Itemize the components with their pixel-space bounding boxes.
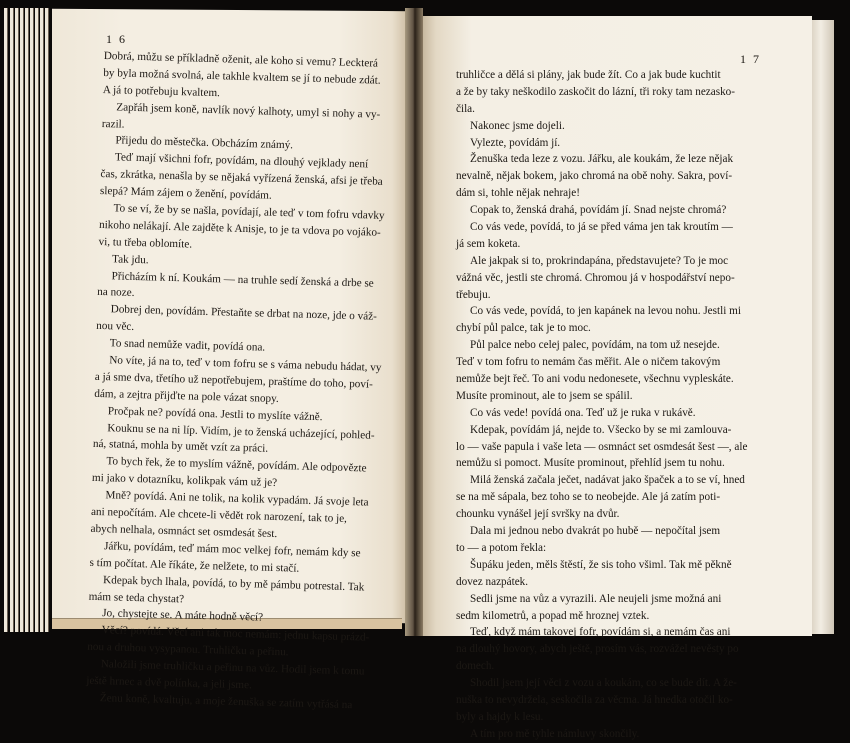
text-line: Zapřáh jsem koně, navlík nový kalhoty, umyl si nohy a vy- [116, 101, 381, 121]
text-line: domech. [456, 660, 495, 673]
right-page-text [456, 67, 772, 743]
text-line: Přijedu do městečka. Obcházím známý. [115, 134, 294, 152]
text-line: nevalně, nějak bokem, jako chromá na obě nohy. Sakra, poví- [456, 170, 733, 183]
text-line: nemůžu si pomoct. Musíte prominout, přehlíd jsem tu nohu. [456, 457, 725, 470]
text-line: ná, statná, mohla by umět vzít za práci. [92, 438, 269, 456]
text-line: razil. [101, 117, 125, 131]
right-page-number: 1 7 [740, 52, 761, 66]
right-page-edges [812, 20, 834, 634]
text-line: Dala mi jednou nebo dvakrát po hubě — nepočítal jsem [470, 525, 721, 538]
text-line: ani nepočítám. Ale chcete-li vědět rok narození, tak to je, [90, 505, 348, 526]
text-line: abych nelhala, osmnáct set osmdesát šest. [90, 522, 278, 540]
text-line: slepá? Mám zájem o ženění, povídám. [99, 185, 272, 202]
text-line: se na mě sápala, bez toho se to neobejde. Ale já zatím poti- [456, 491, 721, 504]
text-line: Milá ženská začala ječet, nadávat jako špaček a to se ví, hned [470, 474, 745, 487]
text-line: chounku vynášel její svršky na dvůr. [456, 508, 620, 521]
text-line: by byla možná svolná, ale takhle kvaltem se jí to nebude zdát. [103, 66, 381, 87]
text-line: na dlouhý hovory, abych ještě, prosím vás, rozvážel nevěsty po [456, 643, 739, 656]
text-line: mám se teda chystat? [88, 590, 185, 605]
text-line: nou věc. [96, 320, 135, 334]
text-line: Sedli jsme na vůz a vyrazili. Ale neujeli jsme možná ani [470, 592, 722, 605]
text-line: nou a druhou vysypanou. Truhličku a peřinu. [87, 640, 289, 659]
text-line: Dobrej den, povídám. Přestaňte se drbat na noze, jde o váž- [110, 303, 377, 324]
text-line: lo — vaše papula i vaše leta — osmnáct set osmdesát šest —, ale [456, 440, 748, 453]
text-line: Pročpak ne? povídá ona. Jestli to myslíte vážně. [107, 404, 323, 423]
text-line: Půl palce nebo celej palec, povídám, na tom už nesejde. [470, 339, 720, 352]
text-line: Nakonec jsme dojeli. [470, 119, 565, 132]
text-line: Teď, když mám takovej fofr, povídám si, a nemám čas ani [470, 626, 731, 639]
text-line: nuška to nevydržela, seskočila za věcma. Já hnedka otočil ko- [456, 693, 733, 706]
text-line: Vylezte, povídám jí. [470, 136, 561, 149]
text-line: s tím počítat. Ale říkáte, že nelžete, to mi stačí. [89, 556, 300, 575]
text-line: to — a potom řekla: [456, 541, 547, 554]
left-page-number: 1 6 [106, 32, 127, 46]
text-line: a já sme dva, třetího už nepotřebujem, praštíme do toho, poví- [94, 370, 373, 391]
text-line: Přicházím k ní. Koukám — na truhle sedí ženská a drbe se [111, 269, 374, 290]
text-line: Co vás vede, povídá, to jen kapánek na levou nohu. Jestli mi [470, 305, 741, 318]
text-line: nemůže bejt řeč. To ani vodu nedonesete, všechnu vypleskáte. [456, 373, 734, 386]
text-line: čila. [456, 102, 475, 115]
text-line: Shodil jsem její věci z vozu a koukám, co se bude dít. A že- [470, 677, 737, 690]
text-line: To snad nemůže vadit, povídá ona. [109, 337, 266, 354]
text-line: No víte, já na to, teď v tom fofru se s váma nebudu hádat, vy [109, 354, 382, 374]
text-line: Jo, chystejte se. A máte hodně věcí? [102, 607, 264, 625]
text-line: Co vás vede, povídá, to já se před váma jen tak kroutím — [470, 221, 733, 234]
text-line: To se ví, že by se našla, povídají, ale teď v tom fofru vdavky [113, 202, 385, 222]
text-line: čas, zkrátka, nenašla by se nějaká vyřízená ženská, afsi je třeba [100, 168, 383, 189]
text-line: Ale jakpak si to, prokrindapána, představujete? To je moc [470, 254, 729, 267]
text-line: dám si, tohle nějak nehraje! [456, 187, 580, 200]
left-page-text [86, 48, 394, 715]
text-line: Kdepak bych lhala, povídá, to by mě pámbu potrestal. Tak [102, 573, 365, 594]
text-line: Věcí? povídá. Věcí ani tak moc nemám: jednu kapsu prázd- [101, 624, 370, 644]
text-line: Copak to, ženská drahá, povídám jí. Snad nejste chromá? [470, 204, 727, 217]
text-line: chybí půl palce, tak je to moc. [456, 322, 591, 335]
text-line: Tak jdu. [111, 252, 149, 267]
text-line: sedm kilometrů, a popad mě hroznej vztek. [456, 609, 650, 622]
text-line: To bych řek, že to myslím vážně, povídám. Ale odpovězte [106, 455, 367, 475]
text-line: na noze. [97, 286, 135, 300]
text-line: dovez nazpátek. [456, 575, 529, 588]
text-line: Teď mají všichni fofr, povídám, na dlouhý vejklady není [114, 151, 369, 171]
text-line: mi jako v dotazníku, kolikpak vám už je? [91, 472, 278, 490]
text-line: A já to potřebuju kvaltem. [102, 83, 221, 100]
text-line: Naložili jsme truhličku a peřinu na vůz. Hodil jsem k tomu [100, 658, 365, 678]
text-line: Šupáku jeden, měls štěstí, že sis toho všiml. Tak mě pěkně [470, 558, 732, 571]
text-line: Dobrá, můžu se příkladně oženit, ale koho si vemu? Leckterá [103, 49, 379, 70]
text-line: ještě hrnec a dvě polínka, a jeli jsme. [86, 674, 253, 692]
text-line: já sem koketa. [456, 237, 521, 250]
text-line: Musíte prominout, ale to jsem se spálil. [456, 389, 633, 402]
text-line: dám, a zejtra přijďte na pole vázat snopy. [94, 387, 279, 405]
book-gutter [405, 8, 423, 636]
text-line: Ženuška teda leze z vozu. Jářku, ale koukám, že leze nějak [470, 153, 734, 166]
text-line: Kdepak, povídám já, nejde to. Všecko by se mi zamlouva- [470, 423, 732, 436]
text-line: vážná věc, jestli ste chromá. Chromou já v hospodářství nepo- [456, 271, 735, 284]
text-line: byly a hajdy k lesu. [456, 710, 544, 723]
text-line: Co vás vede! povídá ona. Teď už je ruka v rukávě. [470, 406, 696, 419]
text-line: Mně? povídá. Ani ne tolik, na kolik vypadám. Já svoje leta [105, 489, 369, 509]
text-line: Ženu koně, kvaltuju, a moje ženuška se zatím vytřásá na [99, 691, 353, 712]
text-line: A tím pro mě tyhle námluvy skončily. [470, 727, 640, 740]
page-edges [4, 8, 52, 632]
text-line: Jářku, povídám, teď mám moc velkej fofr, nemám kdy se [103, 540, 361, 560]
text-line: třebuju. [456, 288, 491, 301]
text-line: Kouknu se na ni líp. Vidím, je to ženská ucházející, pohled- [107, 421, 375, 442]
text-line: truhličce a dělá si plány, jak bude žít. Co a jak bude kuchtit [456, 69, 721, 81]
text-line: Teď v tom fofru to nemám čas měřit. Ale o ničem takovým [456, 356, 721, 369]
text-line: a že by taky neškodilo zaskočit do lázní, tři roky tam nezasko- [456, 85, 735, 98]
text-line: nikoho nelákají. Ale zajděte k Anisje, to je ta vdova po vojáko- [98, 218, 381, 239]
text-line: vi, tu třeba oblomíte. [98, 235, 193, 251]
